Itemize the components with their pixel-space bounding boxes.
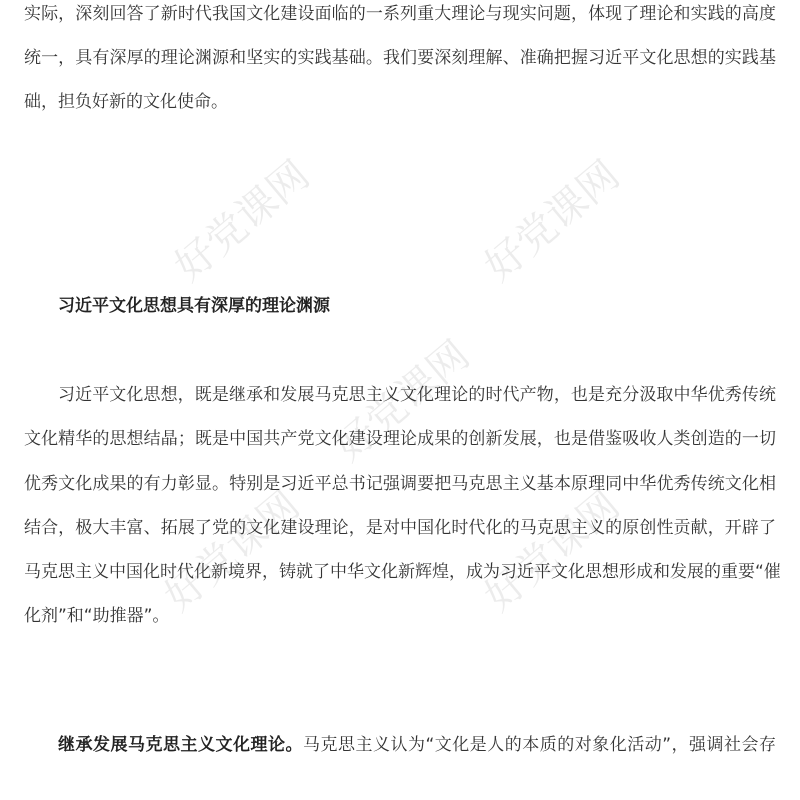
intro-line: 统一，具有深厚的理论渊源和坚实的实践基础。我们要深刻理解、准确把握习近平文化思想的实践基 bbox=[24, 48, 776, 68]
watermark: 好党课网 bbox=[476, 482, 629, 621]
paragraph-line: 结合，极大丰富、拓展了党的文化建设理论，是对中国化时代化的马克思主义的原创性贡献，开辟了 bbox=[24, 518, 776, 538]
paragraph-line: 文化精华的思想结晶；既是中国共产党文化建设理论成果的创新发展，也是借鉴吸收人类创造的一切 bbox=[24, 429, 776, 449]
last-paragraph-line bbox=[58, 733, 776, 757]
paragraph-line: 马克思主义中国化时代化新境界，铸就了中华文化新辉煌，成为习近平文化思想形成和发展的重要“催 bbox=[24, 562, 781, 582]
watermark: 好党课网 bbox=[326, 332, 479, 471]
section-heading: 习近平文化思想具有深厚的理论渊源 bbox=[58, 296, 330, 316]
intro-line: 础，担负好新的文化使命。 bbox=[24, 92, 228, 112]
paragraph-text: 马克思主义认为“文化是人的本质的对象化活动”，强调社会存 bbox=[302, 735, 776, 755]
watermark: 好党课网 bbox=[156, 482, 309, 621]
watermark: 好党课网 bbox=[476, 152, 629, 291]
paragraph-line: 优秀文化成果的有力彰显。特别是习近平总书记强调要把马克思主义基本原理同中华优秀传统文化相 bbox=[24, 474, 776, 494]
bold-lead: 继承发展马克思主义文化理论。 bbox=[58, 735, 303, 755]
paragraph-line: 习近平文化思想，既是继承和发展马克思主义文化理论的时代产物，也是充分汲取中华优秀传统 bbox=[58, 385, 776, 405]
watermark: 好党课网 bbox=[166, 152, 319, 291]
intro-line: 实际，深刻回答了新时代我国文化建设面临的一系列重大理论与现实问题，体现了理论和实践的高度 bbox=[24, 4, 776, 24]
paragraph-line: 化剂”和“助推器”。 bbox=[24, 606, 170, 626]
